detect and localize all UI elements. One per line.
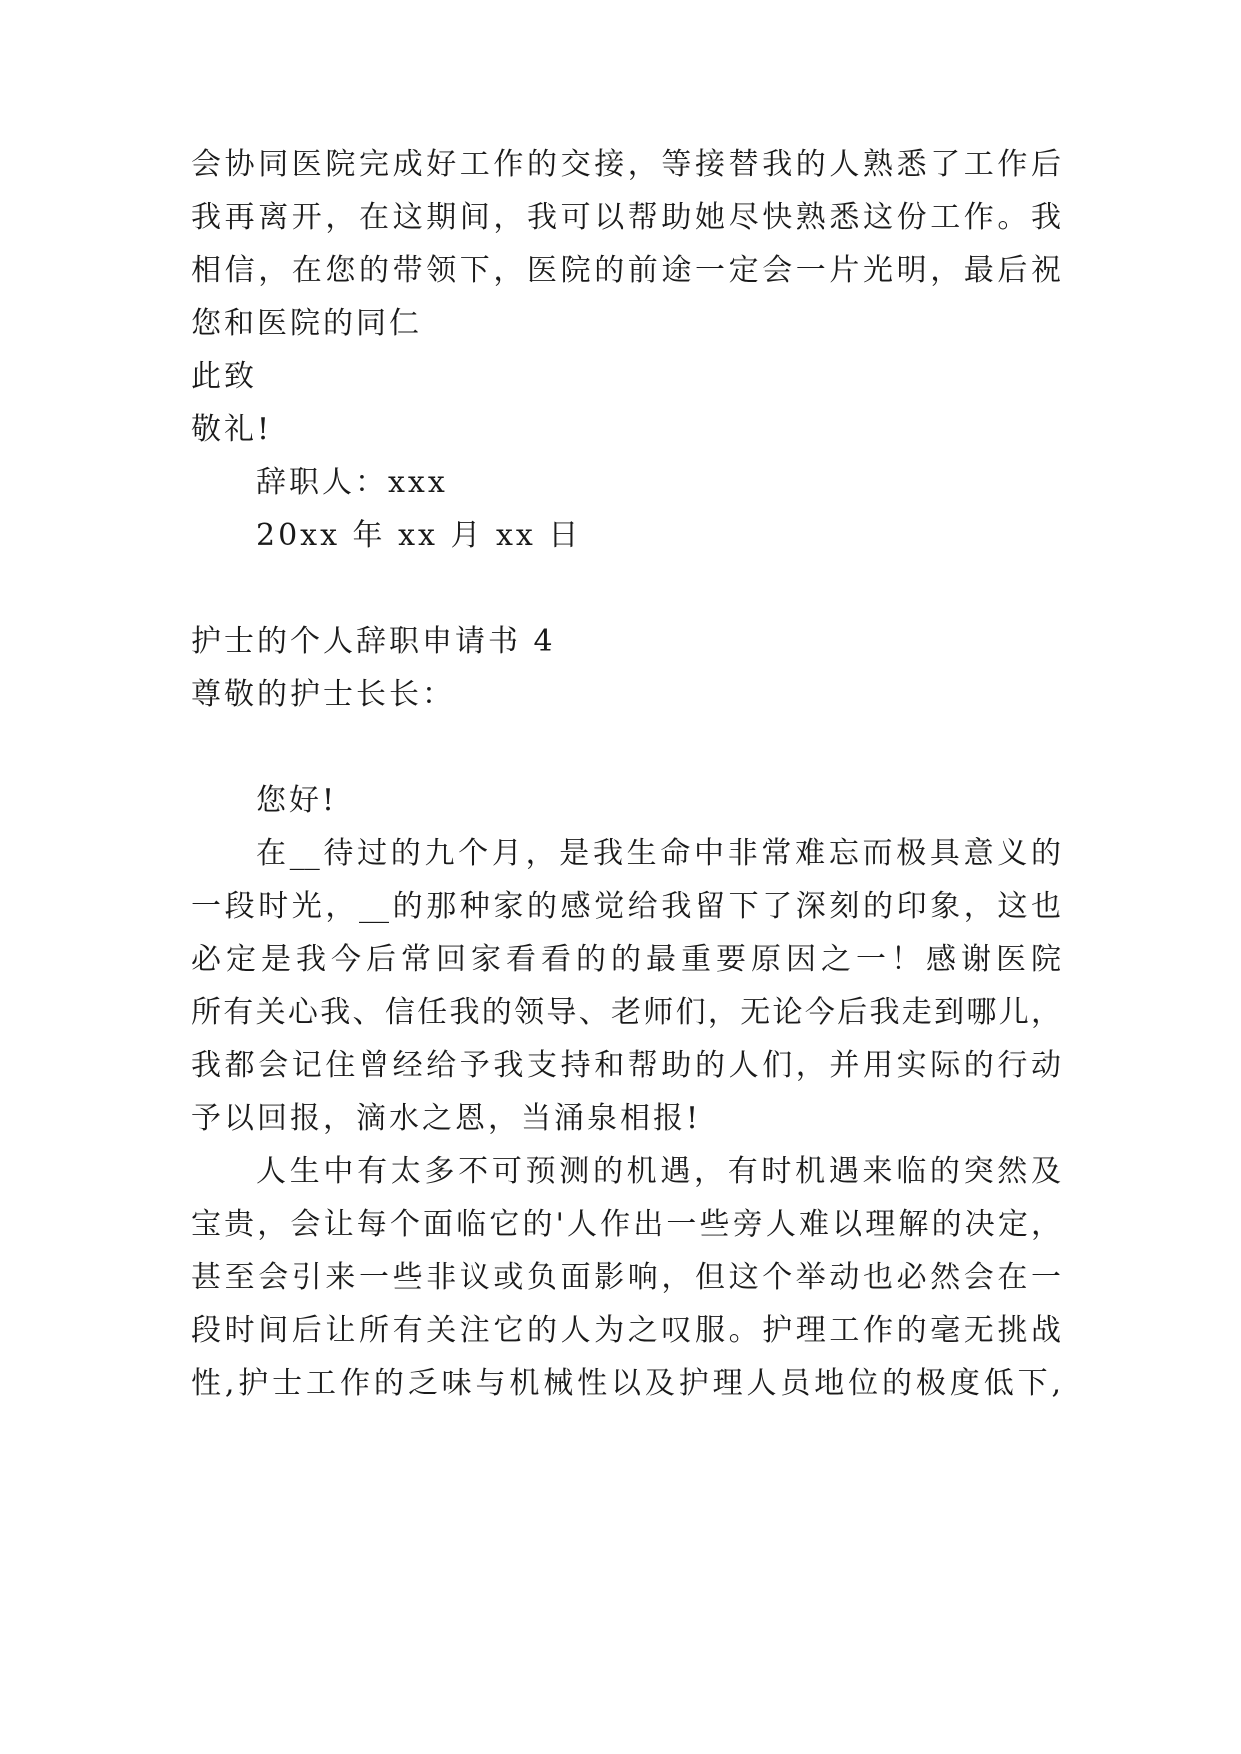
paragraph-line: 您和医院的同仁: [191, 306, 422, 341]
paragraph-line: 会协同医院完成好工作的交接，等接替我的人熟悉了工作后: [191, 147, 1061, 182]
paragraph-line: 必定是我今后常回家看看的的最重要原因之一！感谢医院: [191, 942, 1061, 977]
paragraph-line: 在__待过的九个月，是我生命中非常难忘而极具意义的: [256, 836, 1061, 871]
paragraph-line: 甚至会引来一些非议或负面影响，但这个举动也必然会在一: [191, 1260, 1061, 1295]
letter-title: 护士的个人辞职申请书 4: [191, 624, 556, 659]
date: 20xx 年 xx 月 xx 日: [256, 518, 582, 553]
closing-line: 此致: [191, 359, 257, 394]
salutation: 尊敬的护士长长：: [191, 677, 455, 712]
paragraph-line: 宝贵，会让每个面临它的'人作出一些旁人难以理解的决定，: [191, 1207, 1061, 1242]
paragraph-line: 一段时光，__的那种家的感觉给我留下了深刻的印象，这也: [191, 889, 1061, 924]
paragraph-line: 予以回报，滴水之恩，当涌泉相报!: [191, 1101, 702, 1136]
paragraph-line: 我再离开，在这期间，我可以帮助她尽快熟悉这份工作。我: [191, 200, 1061, 235]
paragraph-line: 所有关心我、信任我的领导、老师们，无论今后我走到哪儿，: [191, 995, 1061, 1030]
paragraph-line: 人生中有太多不可预测的机遇，有时机遇来临的突然及: [256, 1154, 1061, 1189]
paragraph-line: 段时间后让所有关注它的人为之叹服。护理工作的毫无挑战: [191, 1313, 1061, 1348]
paragraph-line: 我都会记住曾经给予我支持和帮助的人们，并用实际的行动: [191, 1048, 1061, 1083]
signature: 辞职人：xxx: [256, 465, 448, 500]
greeting: 您好!: [256, 783, 338, 818]
closing-line: 敬礼!: [191, 412, 273, 447]
paragraph-line: 性,护士工作的乏味与机械性以及护理人员地位的极度低下,: [191, 1366, 1061, 1401]
paragraph-line: 相信，在您的带领下，医院的前途一定会一片光明，最后祝: [191, 253, 1061, 288]
